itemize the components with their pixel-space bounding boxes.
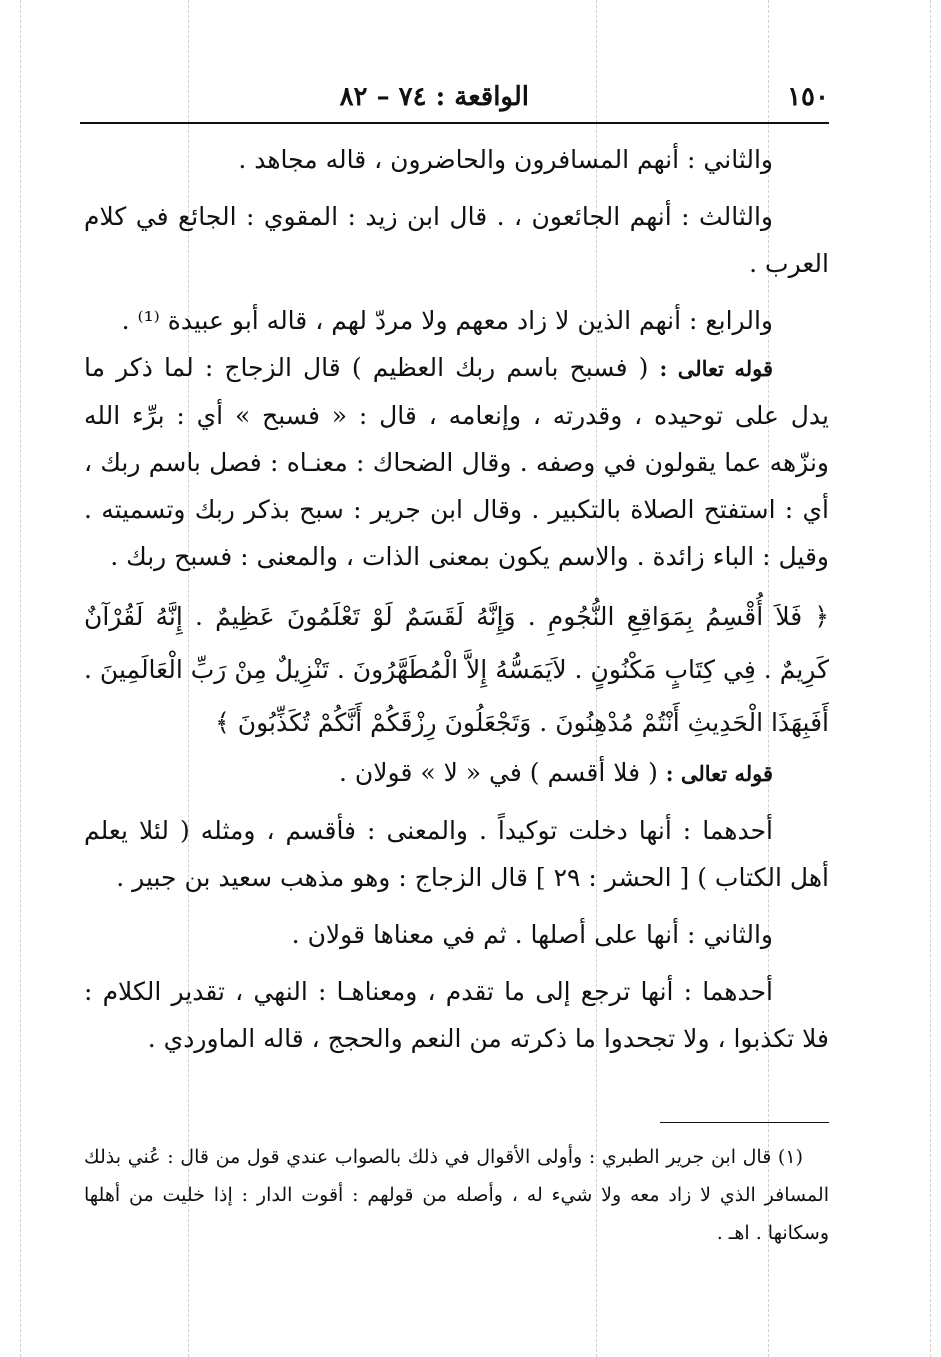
paragraph-gap [84,287,829,297]
paragraph-text: والثاني : أنهم المسافرون والحاضرون ، قاله مجاهد . [238,145,773,174]
paragraph-gap [84,580,829,590]
paragraph-label: قوله تعالى : [659,356,773,381]
page-number: ١٥٠ [787,82,829,112]
footnote-1 [84,1138,829,1252]
paragraph-label: قوله تعالى : [665,761,773,786]
scan-guide-line [20,0,21,1357]
main-text [84,136,829,1062]
paragraph-first-meaning [84,968,829,1062]
verse-text: ﴿ فَلاَ أُقْسِمُ بِمَوَاقِعِ النُّجُومِ . وَإِنَّهُ لَقَسَمٌ لَوْ تَعْلَمُونَ عَظِيمٌ . إِنَّهُ لَقُرْآنٌ كَرِيمٌ . فِي كِتَابٍ مَكْنُونٍ . لاَيَمَسُّهُ إِلاَّ الْمُطَهَّرُونَ . تَنْزِيلٌ مِنْ رَبِّ الْعَالَمِينَ . أَفَبِهَذَا الْحَدِيثِ أَنْتُمْ مُدْهِنُونَ . وَتَجْعَلُونَ رِزْقَكُمْ أَنَّكُمْ تُكَذِّبُونَ ﴾ [84,602,829,737]
paragraph-tasbih-commentary [84,344,829,580]
paragraph-text: ( فسبح باسم ربك العظيم ) قال الزجاج : لما ذكر ما يدل على توحيده ، وقدرته ، وإنعامه ، قال : « فسبح » أي : برِّء الله ونزّهه عما يقولون في وصفه . وقال الضحاك : معنـاه : فصل باسم ربك ، أي : استفتح الصلاة بالتكبير . وقال ابن جرير : سبح بذكر ربك وتسميته . وقيل : الباء زائدة . والاسم يكون بمعنى الذات ، والمعنى : فسبح ربك . [84,353,829,571]
paragraph-text: والثاني : أنها على أصلها . ثم في معناها قولان . [291,920,773,949]
quran-verses [84,590,829,749]
paragraph-gap [84,183,829,193]
footnote-text: (١) قال ابن جرير الطبري : وأولى الأقوال في ذلك بالصواب عندي قول من قال : عُني بذلك المسافر الذي لا زاد معه ولا شيء له ، وأصله من قولهم : أقوت الدار : إذا خليت من أهلها وسكانها . اهـ . [84,1146,829,1244]
header-divider [80,122,829,124]
paragraph-text: أحدهما : أنها دخلت توكيداً . والمعنى : فأقسم ، ومثله ( لئلا يعلم أهل الكتاب ) [ الحشر : ٢٩ ] قال الزجاج : وهو مذهب سعيد بن جبير . [84,816,829,892]
paragraph-second-view [84,911,829,958]
paragraph-text: والثالث : أنهم الجائعون ، . قال ابن زيد : المقوي : الجائع في كلام العرب . [84,202,829,278]
paragraph-fourth-opinion [84,297,829,344]
paragraph-gap [84,797,829,807]
footnotes [84,1138,829,1252]
footnote-divider [660,1122,829,1123]
paragraph-gap [84,901,829,911]
paragraph-text: أحدهما : أنها ترجع إلى ما تقدم ، ومعناهـا : النهي ، تقدير الكلام : فلا تكذبوا ، ولا تجحدوا ما ذكرته من النعم والحجج ، قاله الماوردي . [84,977,829,1053]
paragraph-third-opinion [84,193,829,287]
page-header [80,82,829,124]
paragraph-text: ( فلا أقسم ) في « لا » قولان . [339,758,658,787]
paragraph-text: والرابع : أنهم الذين لا زاد معهم ولا مردّ لهم ، قاله أبو عبيدة ⁽¹⁾ . [121,306,773,335]
paragraph-gap [84,958,829,968]
running-title: الواقعة : ٧٤ – ٨٢ [339,82,529,112]
paragraph-la-uqsim [84,749,829,797]
paragraph-first-view [84,807,829,901]
scan-guide-line [930,0,931,1357]
paragraph-second-opinion [84,136,829,183]
